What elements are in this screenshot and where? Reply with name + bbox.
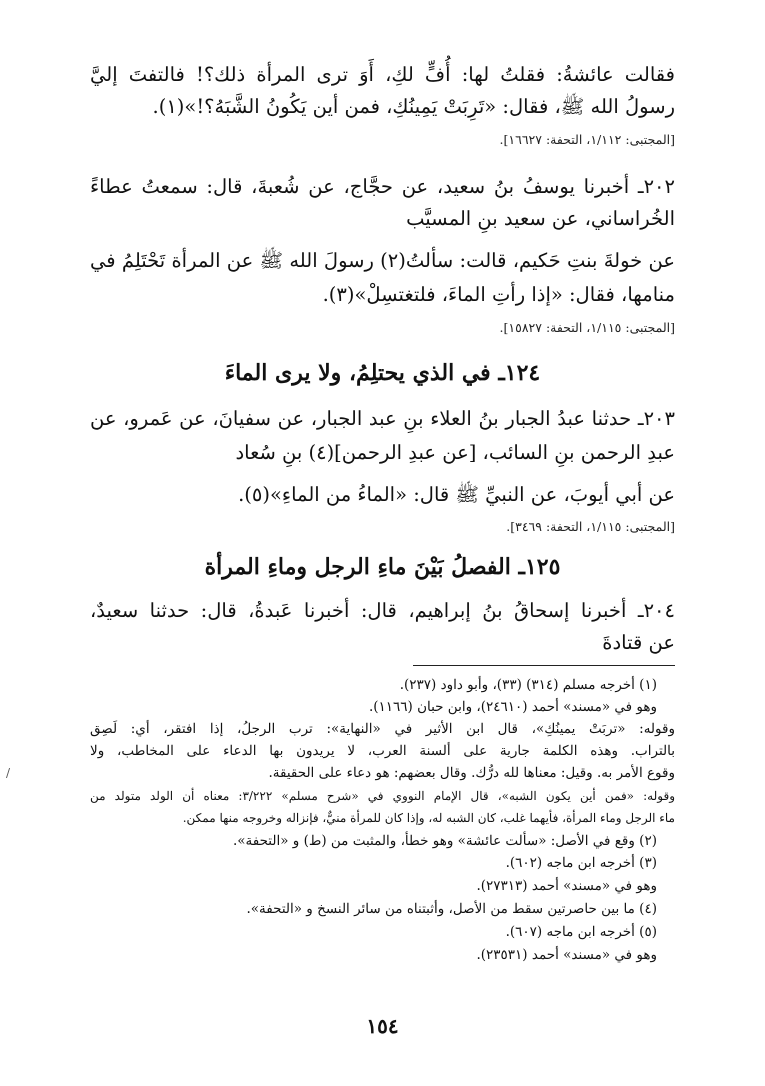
footnote-line: (٤) ما بين حاصرتين سقط من الأصل، وأثبتناه من سائر النسخ و «التحفة». [246, 901, 657, 917]
footnote-separator [413, 665, 675, 666]
footnote-line: وقوع الأمر به. وقيل: معناها لله درُّك. وقال بعضهم: هو دعاء على الحقيقة. [268, 765, 675, 781]
hadith-203-start: ٢٠٣ـ حدثنا عبدُ الجبار بنُ العلاء بنِ عبد الجبار، عن سفيانَ، عن عَمرو، عن [90, 407, 675, 430]
footnote-line: وهو في «مسند» أحمد (٢٤٦١٠)، وابن حبان (١١٦٦). [368, 699, 657, 715]
text-line: رسولُ الله ﷺ، فقال: «تَرِبَتْ يَمِينُكِ، فمن أين يَكُونُ الشَّبَهُ؟!»(١). [152, 95, 675, 118]
page-number: ١٥٤ [366, 1014, 399, 1038]
text-line: عن خولةَ بنتِ حَكيم، قالت: سألتُ(٢) رسولَ الله ﷺ عن المرأة تَحْتَلِمُ في [90, 249, 675, 272]
chapter-heading-124: ١٢٤ـ في الذي يحتلِمُ، ولا يرى الماءَ [224, 360, 541, 386]
footnote-line: (٢) وقع في الأصل: «سألت عائشة» وهو خطأ، والمثبت من (ط) و «التحفة». [232, 833, 657, 849]
hadith-202-start: ٢٠٢ـ أخبرنا يوسفُ بنُ سعيد، عن حجَّاج، عن شُعبةَ، قال: سمعتُ عطاءً [90, 175, 675, 198]
margin-mark: / [6, 766, 11, 780]
footnote-line: (٣) أخرجه ابن ماجه (٦٠٢). [505, 855, 657, 871]
text-line: عبدِ الرحمن بنِ السائب، [عن عبدِ الرحمن](٤) بنِ سُعاد [235, 441, 675, 464]
footnote-line: (١) أخرجه مسلم (٣١٤) (٣٣)، وأبو داود (٢٣٧). [399, 677, 657, 693]
source-reference: [المجتبى: ١/١١٥، التحفة: ١٥٨٢٧]. [499, 320, 675, 335]
footnote-line: وهو في «مسند» أحمد (٢٧٣١٣). [476, 878, 657, 894]
text-line: عن أبي أيوبَ، عن النبيِّ ﷺ قال: «الماءُ من الماءِ»(٥). [238, 483, 675, 506]
footnote-line: بالتراب. وهذه الكلمة جارية على ألسنة العرب، لا يريدون بها الدعاء على المخاطب، ولا [90, 743, 675, 759]
text-line: منامها، فقال: «إذا رأتِ الماءَ، فلتغتسِلْ»(٣). [322, 283, 675, 306]
text-line: الخُراساني، عن سعيد بنِ المسيَّب [406, 207, 675, 230]
footnote-line: وهو في «مسند» أحمد (٢٣٥٣١). [476, 947, 657, 963]
footnote-line: (٥) أخرجه ابن ماجه (٦٠٧). [505, 924, 657, 940]
chapter-heading-125: ١٢٥ـ الفصلُ بَيْنَ ماءِ الرجل وماءِ المرأة [204, 554, 561, 580]
hadith-204-start: ٢٠٤ـ أخبرنا إسحاقُ بنُ إبراهيم، قال: أخبرنا عَبدةُ، قال: حدثنا سعيدٌ، [90, 599, 675, 622]
footnote-line: وقوله: «تربَتْ يمينُكِ»، قال ابن الأثير في «النهاية»: ترب الرجلُ، إذا افتقر، أي: لَصِق [90, 721, 675, 737]
text-line: عن قتادةَ [602, 631, 675, 654]
footnote-line: وقوله: «فمن أين يكون الشبه»، قال الإمام النووي في «شرح مسلم» ٣/٢٢٢: معناه أن الولد متولد من [90, 789, 675, 803]
source-reference: [المجتبى: ١/١١٥، التحفة: ٣٤٦٩]. [506, 519, 675, 534]
source-reference: [المجتبى: ١/١١٢، التحفة: ١٦٦٢٧]. [499, 132, 675, 147]
text-line: فقالت عائشةُ: فقلتُ لها: أُفٍّ لكِ، أَوَ ترى المرأة ذلك؟! فالتفتَ إليَّ [90, 63, 675, 86]
footnote-line: ماء الرجل وماء المرأة، فأيهما غلب، كان الشبه له، وإذا كان للمرأة منيٌّ، فإنزاله وخروجه منها ممكن. [182, 811, 675, 825]
